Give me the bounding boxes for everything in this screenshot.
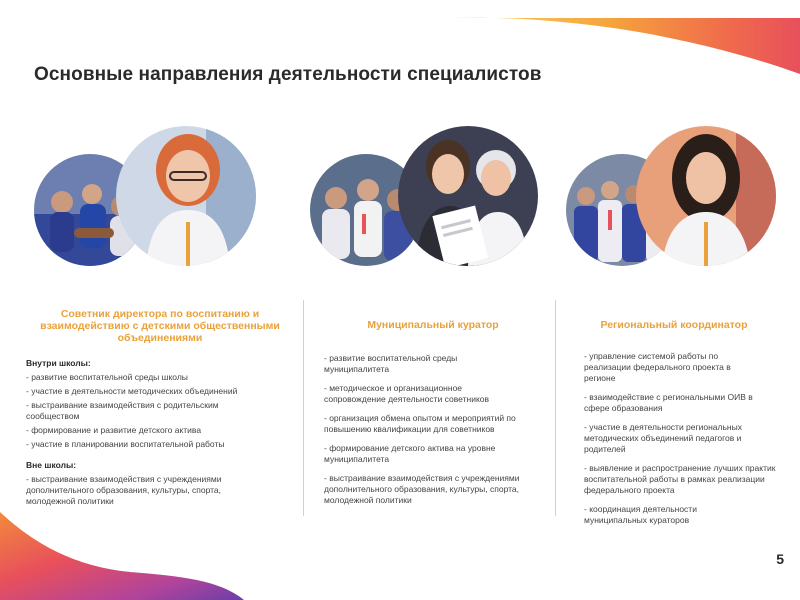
list-item: - организация обмена опытом и мероприятий по повышению квалификации для советников (324, 413, 516, 434)
photo-group-municipal (310, 126, 538, 274)
column-divider-2 (555, 300, 556, 516)
column-municipal (324, 302, 542, 514)
page-number: 5 (776, 551, 784, 567)
list-item: - участие в деятельности методических объединений (26, 386, 238, 396)
photo-women-with-diploma (398, 126, 538, 266)
photo-group-advisor (34, 126, 256, 274)
list-item: - управление системой работы по реализации федерального проекта в регионе (584, 351, 731, 383)
column-regional (584, 302, 784, 534)
photo-coordinator-portrait (636, 126, 776, 266)
list-item: - выстраивание взаимодействия с родительским сообществом (26, 400, 219, 421)
page-title: Основные направления деятельности специалистов (34, 64, 542, 85)
column-heading: Региональный координатор (600, 319, 748, 331)
list-item: - участие в деятельности региональных методических объединений педагогов и родителей (584, 422, 742, 454)
list-item: - взаимодействие с региональными ОИВ в сфере образования (584, 392, 753, 413)
list-item: - координация деятельности муниципальных кураторов (584, 504, 697, 525)
column-advisor (26, 302, 294, 510)
column-heading: Советник директора по воспитанию и взаимодействию с детскими общественными объединениями (40, 308, 280, 344)
list-municipal (324, 353, 542, 506)
list-item: - методическое и организационное сопровождение деятельности советников (324, 383, 490, 404)
list-item: - формирование детского актива на уровне муниципалитета (324, 443, 496, 464)
section-label-inside: Внутри школы: (26, 358, 91, 368)
list-item: - выстраивание взаимодействия с учреждениями дополнительного образования, культуры, спорта, молодежной политики (26, 474, 222, 506)
section-label-outside: Вне школы: (26, 460, 77, 470)
list-inside-school (26, 372, 294, 450)
photo-advisor-portrait (116, 126, 256, 266)
list-item: - выстраивание взаимодействия с учреждениями дополнительного образования, культуры, спорта, молодежной политики (324, 473, 520, 505)
list-item: - развитие воспитательной среды школы (26, 372, 188, 382)
bottom-gradient-wave (0, 500, 260, 600)
list-item: - формирование и развитие детского актива (26, 425, 202, 435)
photo-group-regional (566, 126, 776, 274)
list-outside-school (26, 474, 294, 507)
list-regional (584, 351, 784, 526)
column-divider-1 (303, 300, 304, 516)
column-heading: Муниципальный куратор (367, 319, 499, 331)
list-item: - развитие воспитательной среды муниципалитета (324, 353, 458, 374)
list-item: - выявление и распространение лучших практик воспитательной работы в рамках реализации федерального проекта (584, 463, 776, 495)
list-item: - участие в планировании воспитательной работы (26, 439, 225, 449)
